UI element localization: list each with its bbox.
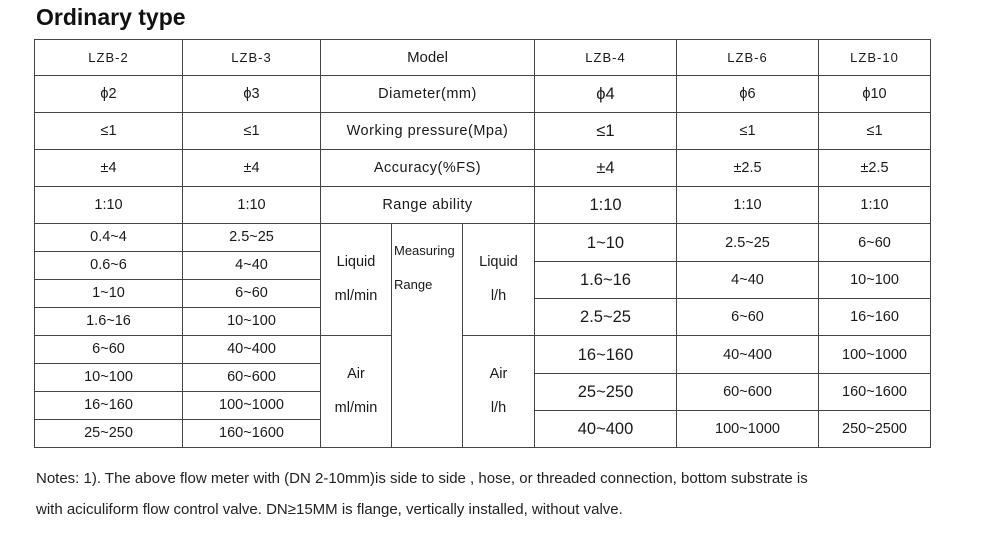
- liquid-lzb10-cell-value: 16~160: [850, 308, 899, 325]
- air-lzb3-cell: 40~400: [183, 336, 321, 364]
- liquid-lzb6-cell-value: 4~40: [677, 262, 818, 299]
- liquid-lzb6-cell: [677, 224, 819, 336]
- measuring-range-label: [392, 224, 463, 448]
- liquid-range-row: [35, 224, 931, 252]
- air-large-unit-name: Air: [489, 366, 508, 382]
- header-lzb6: LZB-6: [677, 40, 819, 76]
- liquid-large-unit-value: l/h: [490, 288, 507, 304]
- header-model: Model: [321, 40, 535, 76]
- liquid-lzb3-cell: 4~40: [183, 252, 321, 280]
- air-lzb6-cell-value: 60~600: [677, 374, 818, 411]
- air-lzb3-cell: 160~1600: [183, 420, 321, 448]
- pressure-lzb10: ≤1: [819, 113, 931, 150]
- notes: [36, 463, 996, 525]
- pressure-lzb3: ≤1: [183, 113, 321, 150]
- pressure-row: [35, 113, 931, 150]
- air-small-unit-name: Air: [347, 366, 365, 382]
- air-lzb10-cell-value: 250~2500: [842, 420, 907, 437]
- spec-table: [34, 39, 931, 448]
- liquid-lzb4-cell-value: 1.6~16: [535, 262, 676, 299]
- air-lzb10-cell-value: 100~1000: [819, 337, 930, 374]
- liquid-lzb3-cell: 10~100: [183, 308, 321, 336]
- accuracy-lzb4: ±4: [535, 150, 677, 187]
- header-lzb3: LZB-3: [183, 40, 321, 76]
- range-ability-lzb3: 1:10: [183, 187, 321, 224]
- liquid-lzb6-cell-value: 6~60: [731, 308, 764, 325]
- liquid-lzb10-cell: [819, 224, 931, 336]
- air-lzb4-cell-value: 25~250: [535, 374, 676, 411]
- liquid-lzb4-cell: [535, 224, 677, 336]
- range-ability-lzb4: 1:10: [535, 187, 677, 224]
- liquid-lzb3-cell: 2.5~25: [183, 224, 321, 252]
- air-lzb2-cell: 16~160: [35, 392, 183, 420]
- air-lzb2-cell: 25~250: [35, 420, 183, 448]
- range-ability-label: Range ability: [321, 187, 535, 224]
- notes-line-2: with aciculiform flow control valve. DN≥15MM is flange, vertically installed, without valve.: [36, 501, 623, 518]
- pressure-lzb6: ≤1: [677, 113, 819, 150]
- air-lzb3-cell: 60~600: [183, 364, 321, 392]
- liquid-lzb2-cell: 0.6~6: [35, 252, 183, 280]
- page-title: Ordinary type: [36, 4, 186, 30]
- air-lzb4-cell-value: 16~160: [535, 337, 676, 374]
- air-lzb6-cell: [677, 336, 819, 448]
- measuring-range-line2: Range: [394, 277, 433, 292]
- liquid-lzb2-cell: 1~10: [35, 280, 183, 308]
- air-large-unit-value: l/h: [490, 400, 507, 416]
- range-ability-lzb10: 1:10: [819, 187, 931, 224]
- liquid-lzb2-cell: 0.4~4: [35, 224, 183, 252]
- liquid-large-unit-name: Liquid: [479, 254, 518, 270]
- header-lzb4: LZB-4: [535, 40, 677, 76]
- accuracy-lzb3: ±4: [183, 150, 321, 187]
- measuring-range-line1: Measuring: [394, 243, 455, 258]
- air-large-unit: [463, 336, 535, 448]
- liquid-small-unit-value: ml/min: [334, 288, 378, 304]
- diameter-lzb2: ϕ2: [35, 76, 183, 113]
- pressure-label: Working pressure(Mpa): [321, 113, 535, 150]
- diameter-lzb4: ϕ4: [535, 76, 677, 113]
- range-ability-lzb2: 1:10: [35, 187, 183, 224]
- air-small-unit-value: ml/min: [334, 400, 378, 416]
- accuracy-lzb2: ±4: [35, 150, 183, 187]
- liquid-lzb4-cell-value: 2.5~25: [580, 307, 631, 326]
- air-small-unit: [321, 336, 392, 448]
- range-ability-row: [35, 187, 931, 224]
- air-lzb2-cell: 6~60: [35, 336, 183, 364]
- air-lzb4-cell-value: 40~400: [577, 419, 634, 438]
- air-lzb4-cell: [535, 336, 677, 448]
- header-lzb2: LZB-2: [35, 40, 183, 76]
- diameter-lzb3: ϕ3: [183, 76, 321, 113]
- notes-line-1: Notes: 1). The above flow meter with (DN 2-10mm)is side to side , hose, or threaded connection, bottom substrate is: [36, 470, 808, 487]
- range-ability-lzb6: 1:10: [677, 187, 819, 224]
- air-lzb6-cell-value: 40~400: [677, 337, 818, 374]
- air-lzb3-cell: 100~1000: [183, 392, 321, 420]
- accuracy-lzb10: ±2.5: [819, 150, 931, 187]
- diameter-lzb6: ϕ6: [677, 76, 819, 113]
- liquid-lzb10-cell-value: 6~60: [819, 225, 930, 262]
- accuracy-label: Accuracy(%FS): [321, 150, 535, 187]
- liquid-lzb10-cell-value: 10~100: [819, 262, 930, 299]
- pressure-lzb2: ≤1: [35, 113, 183, 150]
- air-lzb2-cell: 10~100: [35, 364, 183, 392]
- diameter-label: Diameter(mm): [321, 76, 535, 113]
- air-lzb10-cell: [819, 336, 931, 448]
- air-lzb10-cell-value: 160~1600: [819, 374, 930, 411]
- air-range-row: [35, 336, 931, 364]
- accuracy-row: [35, 150, 931, 187]
- liquid-large-unit: [463, 224, 535, 336]
- diameter-lzb10: ϕ10: [819, 76, 931, 113]
- diameter-row: [35, 76, 931, 113]
- pressure-lzb4: ≤1: [535, 113, 677, 150]
- air-lzb6-cell-value: 100~1000: [715, 420, 780, 437]
- header-row: [35, 40, 931, 76]
- liquid-lzb3-cell: 6~60: [183, 280, 321, 308]
- liquid-lzb4-cell-value: 1~10: [535, 225, 676, 262]
- liquid-lzb2-cell: 1.6~16: [35, 308, 183, 336]
- accuracy-lzb6: ±2.5: [677, 150, 819, 187]
- liquid-small-unit: [321, 224, 392, 336]
- liquid-lzb6-cell-value: 2.5~25: [677, 225, 818, 262]
- header-lzb10: LZB-10: [819, 40, 931, 76]
- liquid-small-unit-name: Liquid: [336, 254, 376, 270]
